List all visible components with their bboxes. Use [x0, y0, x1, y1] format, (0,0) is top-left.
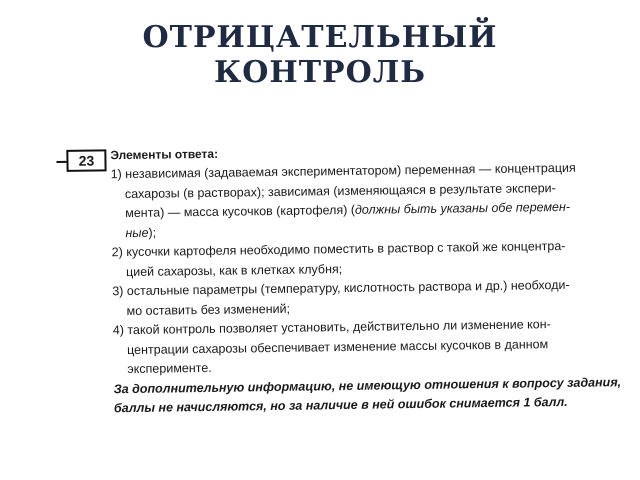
answer-text: мо оставить без изменений; — [126, 301, 291, 318]
grading-note-line-1: За дополнительную информацию, не имеющую отношения к вопросу задания, — [113, 374, 622, 396]
task-number-box: 23 — [66, 149, 106, 172]
answer-text: 3) остальные параметры (температуру, кислотность раствора и др.) необходи- — [112, 277, 570, 299]
answer-body — [110, 158, 622, 418]
slide-title-line-1: ОТРИЦАТЕЛЬНЫЙ — [142, 20, 498, 55]
answer-text: сахарозы (в растворах); зависимая (изменяющаяся в результате экспери- — [124, 180, 556, 201]
answer-text: 2) кусочки картофеля необходимо поместить в раствор с такой же концентра- — [111, 238, 566, 260]
answer-elements-heading: Элементы ответа: — [110, 146, 219, 163]
slide-title — [40, 20, 600, 90]
scanned-answer-key — [58, 120, 622, 428]
slide-title-line-2: КОНТРОЛЬ — [213, 55, 427, 90]
answer-text: 4) такой контроль позволяет установить, действительно ли изменение кон- — [112, 317, 551, 338]
answer-text-italic: должны быть указаны обе перемен- — [354, 199, 571, 217]
answer-text: центрации сахарозы обеспечивает изменение массы кусочков в данном — [127, 336, 549, 357]
answer-text: ); — [148, 225, 157, 240]
answer-text-italic: ные — [125, 225, 149, 240]
answer-text: эксперименте. — [127, 360, 212, 377]
grading-note-line-2: баллы не начисляются, но за наличие в ней ошибок снимается 1 балл. — [113, 394, 568, 416]
answer-text: 1) независимая (задаваемая экспериментатором) переменная — концентрация — [110, 160, 576, 182]
answer-text: цией сахарозы, как в клетках клубня; — [125, 261, 343, 279]
answer-text: мента) — масса кусочков (картофеля) ( — [125, 202, 356, 221]
